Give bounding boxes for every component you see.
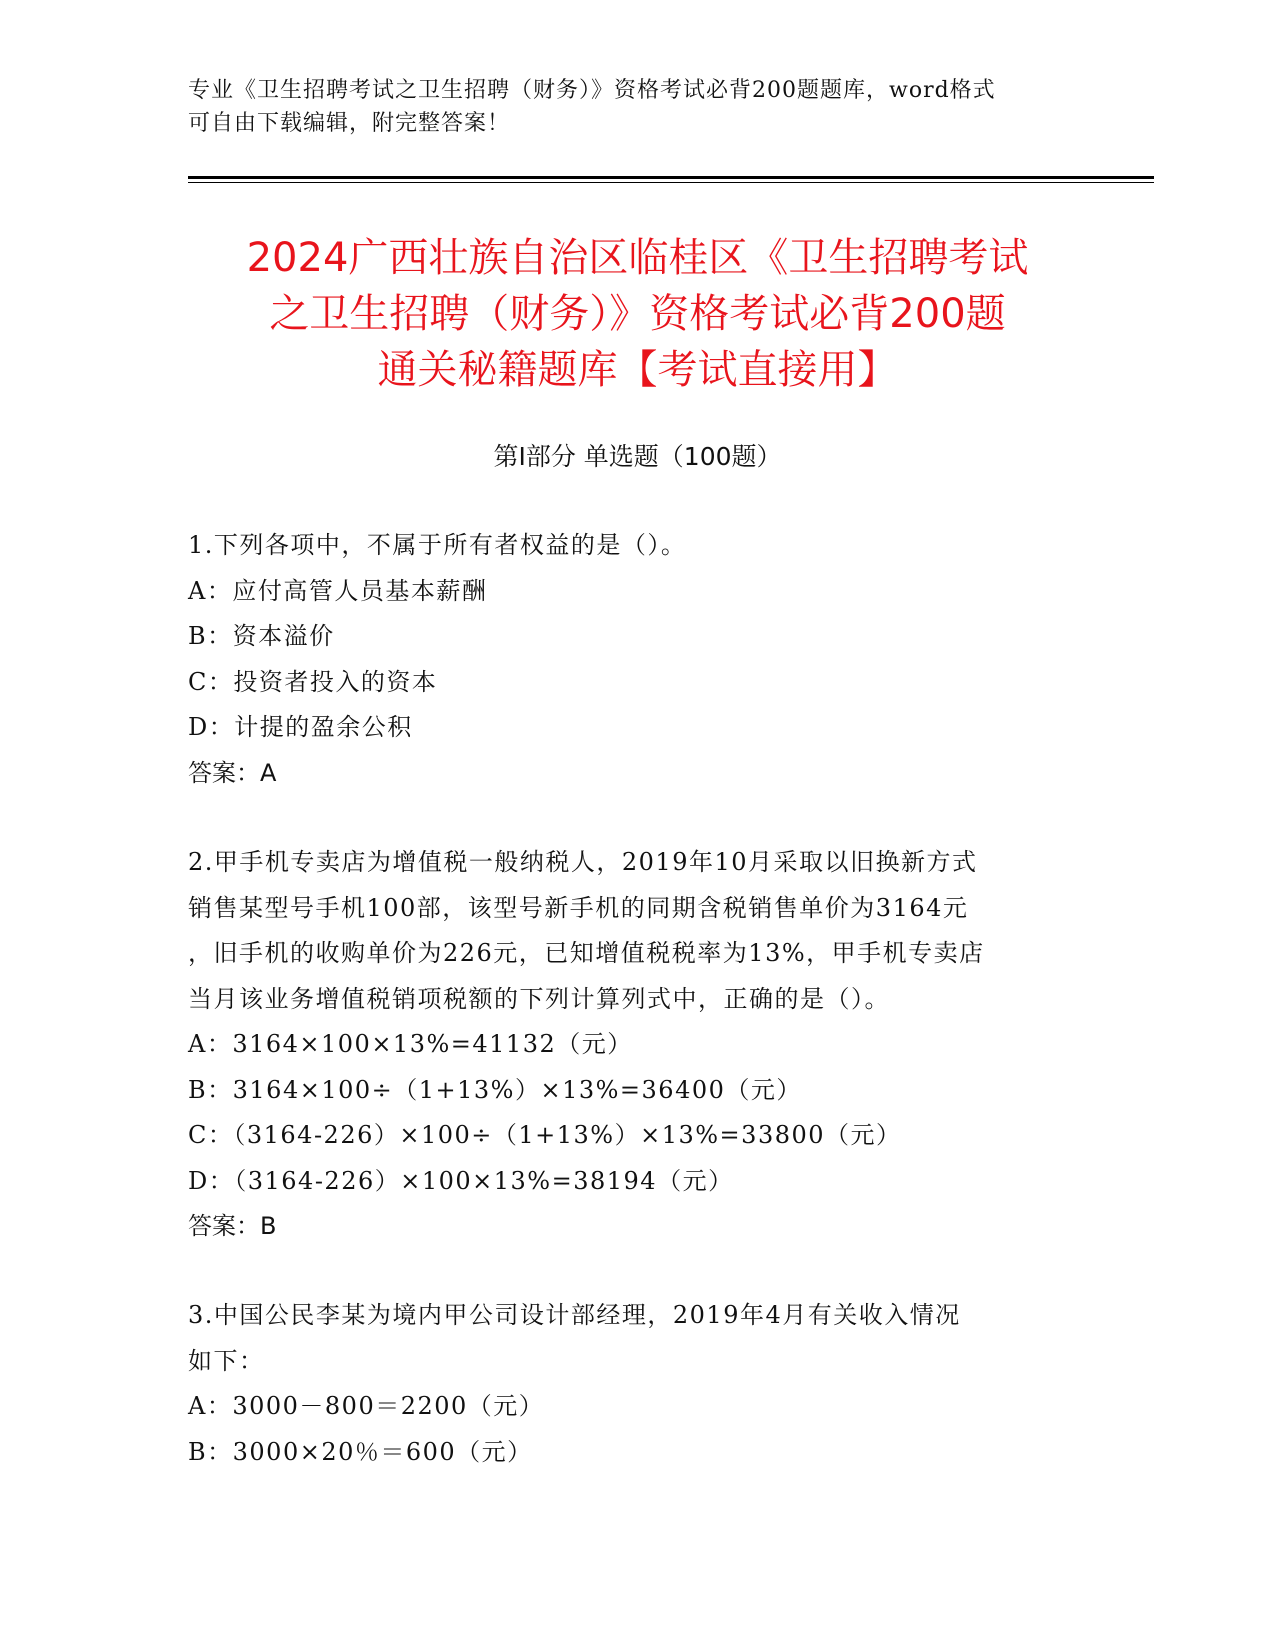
- option-d: D：（3164-226）×100×13%=38194（元）: [188, 1166, 734, 1195]
- header-note-line-1: 专业《卫生招聘考试之卫生招聘（财务）》资格考试必背200题题库，word格式: [188, 78, 996, 103]
- option-b: B：资本溢价: [188, 622, 335, 650]
- title-line-1: 2024广西壮族自治区临桂区《卫生招聘考试: [246, 235, 1029, 281]
- option-a: A：应付高管人员基本薪酬: [188, 576, 488, 605]
- title-line-2: 之卫生招聘（财务）》资格考试必背200题: [269, 291, 1006, 337]
- option-b: B：3000×20％＝600（元）: [188, 1437, 533, 1466]
- section-heading: 第Ⅰ部分 单选题（100题）: [493, 442, 782, 471]
- option-c: C：投资者投入的资本: [188, 667, 438, 696]
- header-rule-thin: [188, 182, 1154, 183]
- document-title: [180, 230, 1095, 398]
- answer-label: 答案：A: [188, 758, 277, 787]
- question-stem-line-2: 如下：: [188, 1346, 265, 1375]
- option-d: D：计提的盈余公积: [188, 713, 413, 741]
- question-stem-line-1: 3.中国公民李某为境内甲公司设计部经理，2019年4月有关收入情况: [188, 1301, 961, 1329]
- title-line-3: 通关秘籍题库【考试直接用】: [377, 347, 898, 393]
- answer-label: 答案：B: [188, 1212, 277, 1240]
- option-a: A：3164×100×13%=41132（元）: [188, 1030, 633, 1058]
- header-rule-thick: [188, 176, 1154, 179]
- option-b: B：3164×100÷（1+13%）×13%=36400（元）: [188, 1075, 802, 1104]
- question-stem: 1.下列各项中，不属于所有者权益的是（）。: [188, 531, 687, 559]
- question-stem-line-3: ，旧手机的收购单价为226元，已知增值税税率为13%，甲手机专卖店: [188, 939, 985, 967]
- option-a: A：3000－800＝2200（元）: [188, 1392, 545, 1420]
- question-1: [188, 523, 1088, 796]
- header-note-line-2: 可自由下载编辑，附完整答案！: [188, 111, 511, 136]
- question-stem-line-4: 当月该业务增值税销项税额的下列计算列式中，正确的是（）。: [188, 984, 890, 1013]
- question-3: [188, 1293, 1088, 1475]
- option-c: C：（3164-226）×100÷（1+13%）×13%=33800（元）: [188, 1121, 902, 1149]
- question-2: [188, 840, 1088, 1250]
- question-stem-line-1: 2.甲手机专卖店为增值税一般纳税人，2019年10月采取以旧换新方式: [188, 848, 978, 876]
- header-note: [188, 74, 1088, 140]
- question-stem-line-2: 销售某型号手机100部，该型号新手机的同期含税销售单价为3164元: [188, 893, 969, 922]
